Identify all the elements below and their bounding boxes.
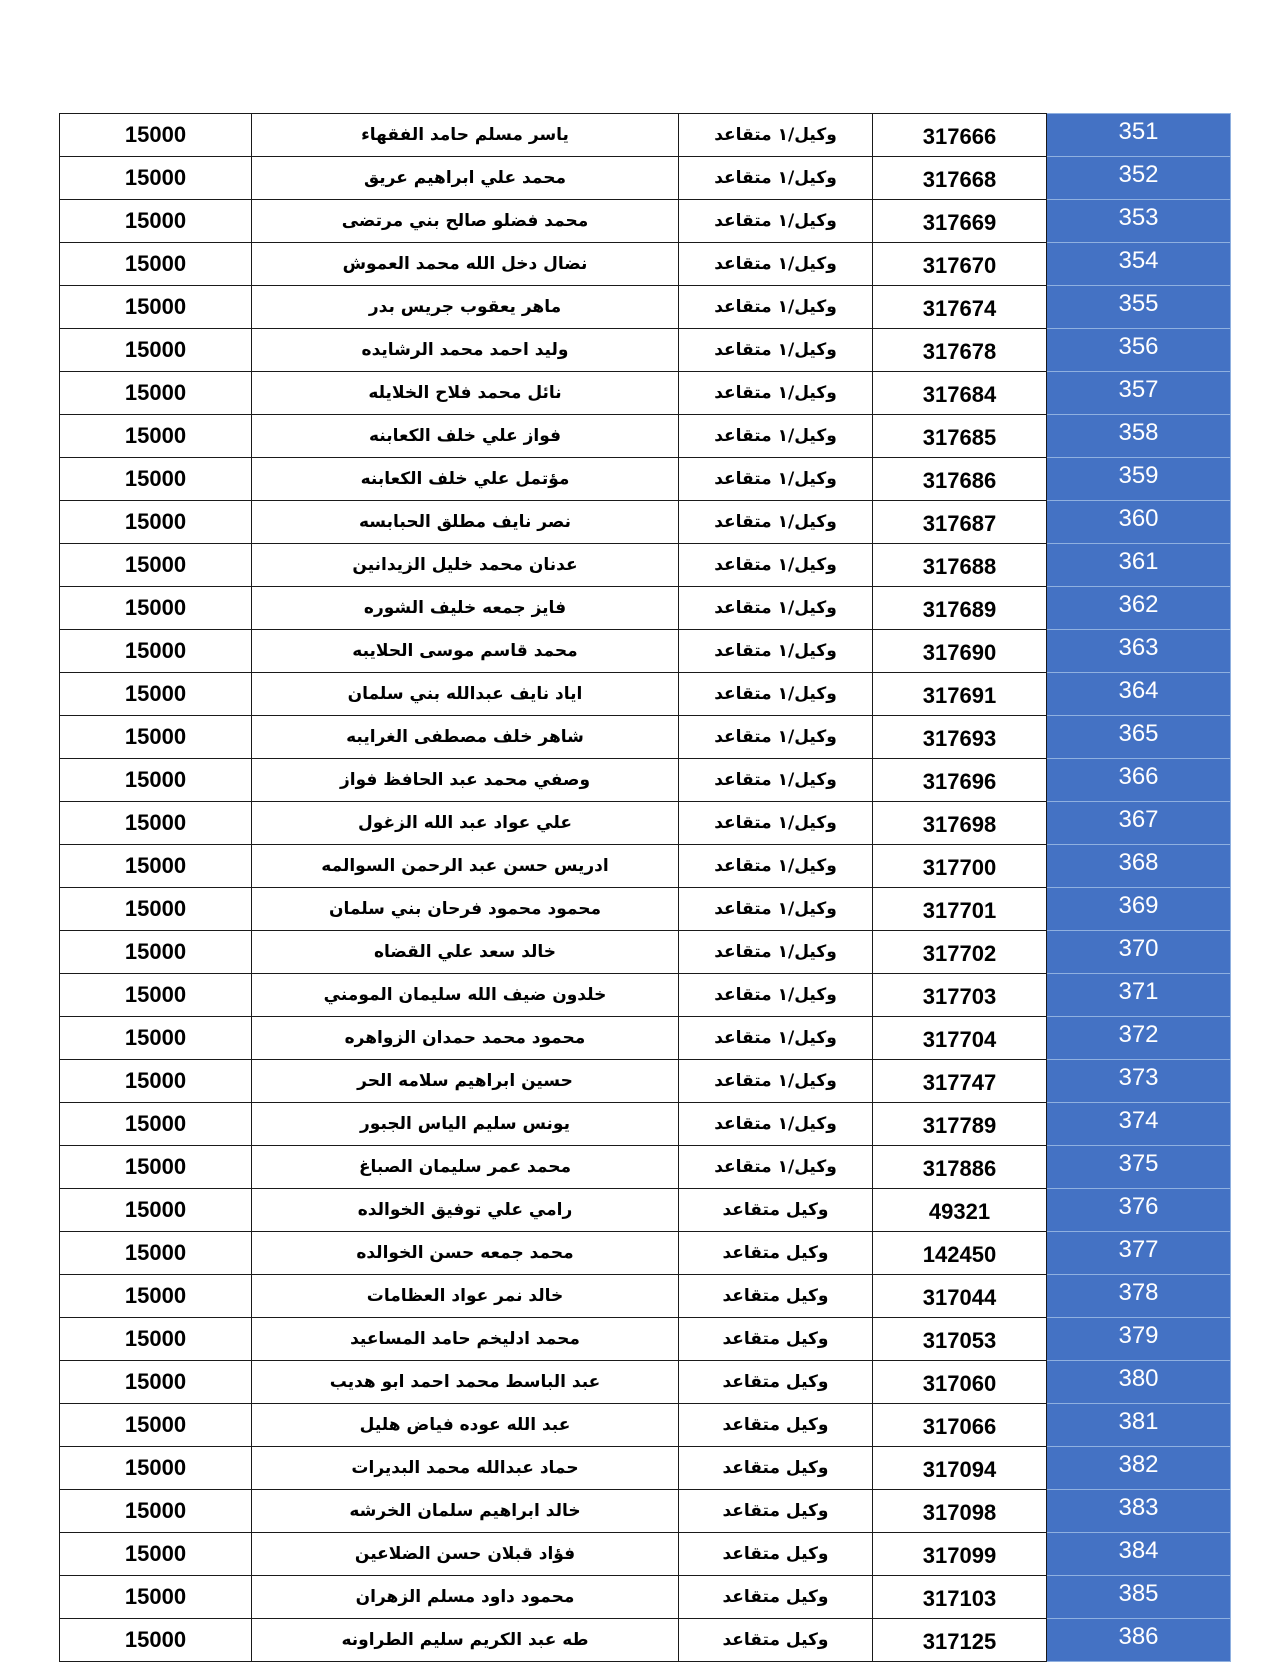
rank-cell: وكيل/١ متقاعد [679,415,873,458]
id-number-cell: 317103 [873,1576,1047,1619]
row-number-cell: 364 [1047,673,1231,716]
table-row [60,501,1231,544]
rank-cell: وكيل/١ متقاعد [679,630,873,673]
id-number-cell: 317696 [873,759,1047,802]
amount-cell: 15000 [60,888,252,931]
row-number-cell: 352 [1047,157,1231,200]
id-number-cell: 317886 [873,1146,1047,1189]
amount-cell: 15000 [60,458,252,501]
id-number-cell: 317060 [873,1361,1047,1404]
table-row [60,673,1231,716]
row-number-cell: 368 [1047,845,1231,888]
name-cell: مؤتمل علي خلف الكعابنه [252,458,679,501]
amount-cell: 15000 [60,1017,252,1060]
table-row [60,1490,1231,1533]
name-cell: ادريس حسن عبد الرحمن السوالمه [252,845,679,888]
table-row [60,1576,1231,1619]
row-number-cell: 361 [1047,544,1231,587]
table-row [60,802,1231,845]
amount-cell: 15000 [60,1232,252,1275]
id-number-cell: 317704 [873,1017,1047,1060]
row-number-cell: 355 [1047,286,1231,329]
rank-cell: وكيل متقاعد [679,1533,873,1576]
amount-cell: 15000 [60,931,252,974]
name-cell: عدنان محمد خليل الزيدانين [252,544,679,587]
table-row [60,1275,1231,1318]
table-row [60,1060,1231,1103]
table-row [60,1232,1231,1275]
id-number-cell: 317685 [873,415,1047,458]
name-cell: اياد نايف عبدالله بني سلمان [252,673,679,716]
row-number-cell: 369 [1047,888,1231,931]
rank-cell: وكيل/١ متقاعد [679,243,873,286]
rank-cell: وكيل/١ متقاعد [679,286,873,329]
id-number-cell: 317689 [873,587,1047,630]
row-number-cell: 359 [1047,458,1231,501]
records-table [59,113,1231,1662]
amount-cell: 15000 [60,243,252,286]
rank-cell: وكيل متقاعد [679,1361,873,1404]
id-number-cell: 317700 [873,845,1047,888]
name-cell: رامي علي توفيق الخوالده [252,1189,679,1232]
table-row [60,630,1231,673]
name-cell: وليد احمد محمد الرشايده [252,329,679,372]
rank-cell: وكيل متقاعد [679,1490,873,1533]
id-number-cell: 317686 [873,458,1047,501]
table-row [60,888,1231,931]
amount-cell: 15000 [60,372,252,415]
table-row [60,974,1231,1017]
row-number-cell: 381 [1047,1404,1231,1447]
rank-cell: وكيل/١ متقاعد [679,329,873,372]
row-number-cell: 372 [1047,1017,1231,1060]
rank-cell: وكيل/١ متقاعد [679,716,873,759]
id-number-cell: 317690 [873,630,1047,673]
amount-cell: 15000 [60,1533,252,1576]
name-cell: وصفي محمد عبد الحافظ فواز [252,759,679,802]
rank-cell: وكيل/١ متقاعد [679,1103,873,1146]
id-number-cell: 317678 [873,329,1047,372]
row-number-cell: 384 [1047,1533,1231,1576]
table-row [60,372,1231,415]
row-number-cell: 362 [1047,587,1231,630]
amount-cell: 15000 [60,415,252,458]
row-number-cell: 370 [1047,931,1231,974]
row-number-cell: 380 [1047,1361,1231,1404]
amount-cell: 15000 [60,157,252,200]
name-cell: ماهر يعقوب جريس بدر [252,286,679,329]
table-row [60,544,1231,587]
rank-cell: وكيل/١ متقاعد [679,759,873,802]
rank-cell: وكيل/١ متقاعد [679,931,873,974]
row-number-cell: 378 [1047,1275,1231,1318]
name-cell: خالد سعد علي القضاه [252,931,679,974]
row-number-cell: 353 [1047,200,1231,243]
name-cell: عبد الباسط محمد احمد ابو هديب [252,1361,679,1404]
id-number-cell: 317094 [873,1447,1047,1490]
name-cell: محمد عمر سليمان الصباغ [252,1146,679,1189]
rank-cell: وكيل متقاعد [679,1576,873,1619]
table-row [60,845,1231,888]
amount-cell: 15000 [60,1447,252,1490]
amount-cell: 15000 [60,587,252,630]
row-number-cell: 386 [1047,1619,1231,1662]
id-number-cell: 317668 [873,157,1047,200]
table-row [60,329,1231,372]
amount-cell: 15000 [60,329,252,372]
row-number-cell: 371 [1047,974,1231,1017]
id-number-cell: 317044 [873,1275,1047,1318]
id-number-cell: 317703 [873,974,1047,1017]
amount-cell: 15000 [60,630,252,673]
rank-cell: وكيل/١ متقاعد [679,544,873,587]
row-number-cell: 358 [1047,415,1231,458]
amount-cell: 15000 [60,1146,252,1189]
row-number-cell: 366 [1047,759,1231,802]
rank-cell: وكيل متقاعد [679,1619,873,1662]
name-cell: محمد علي ابراهيم عريق [252,157,679,200]
id-number-cell: 317702 [873,931,1047,974]
rank-cell: وكيل متقاعد [679,1447,873,1490]
name-cell: محمود محمود فرحان بني سلمان [252,888,679,931]
id-number-cell: 317693 [873,716,1047,759]
name-cell: فايز جمعه خليف الشوره [252,587,679,630]
rank-cell: وكيل/١ متقاعد [679,888,873,931]
table-row [60,415,1231,458]
name-cell: محمود محمد حمدان الزواهره [252,1017,679,1060]
id-number-cell: 317053 [873,1318,1047,1361]
amount-cell: 15000 [60,716,252,759]
rank-cell: وكيل/١ متقاعد [679,587,873,630]
amount-cell: 15000 [60,1060,252,1103]
name-cell: محمود داود مسلم الزهران [252,1576,679,1619]
table-row [60,1017,1231,1060]
rank-cell: وكيل متقاعد [679,1189,873,1232]
row-number-cell: 354 [1047,243,1231,286]
table-row [60,1146,1231,1189]
name-cell: شاهر خلف مصطفى الغرايبه [252,716,679,759]
id-number-cell: 317099 [873,1533,1047,1576]
amount-cell: 15000 [60,501,252,544]
table-row [60,458,1231,501]
table-row [60,114,1231,157]
row-number-cell: 383 [1047,1490,1231,1533]
row-number-cell: 376 [1047,1189,1231,1232]
id-number-cell: 49321 [873,1189,1047,1232]
amount-cell: 15000 [60,845,252,888]
rank-cell: وكيل/١ متقاعد [679,372,873,415]
id-number-cell: 317789 [873,1103,1047,1146]
name-cell: خالد نمر عواد العظامات [252,1275,679,1318]
table-row [60,587,1231,630]
table-row [60,1361,1231,1404]
id-number-cell: 317125 [873,1619,1047,1662]
name-cell: محمد جمعه حسن الخوالده [252,1232,679,1275]
name-cell: فواز علي خلف الكعابنه [252,415,679,458]
name-cell: عبد الله عوده فياض هليل [252,1404,679,1447]
name-cell: علي عواد عبد الله الزغول [252,802,679,845]
amount-cell: 15000 [60,1361,252,1404]
row-number-cell: 367 [1047,802,1231,845]
name-cell: حماد عبدالله محمد البديرات [252,1447,679,1490]
table-row [60,157,1231,200]
amount-cell: 15000 [60,974,252,1017]
table-row [60,931,1231,974]
row-number-cell: 363 [1047,630,1231,673]
table-row [60,1404,1231,1447]
row-number-cell: 351 [1047,114,1231,157]
id-number-cell: 317688 [873,544,1047,587]
row-number-cell: 365 [1047,716,1231,759]
row-number-cell: 360 [1047,501,1231,544]
name-cell: محمد ادليخم حامد المساعيد [252,1318,679,1361]
records-table-body [60,114,1231,1662]
id-number-cell: 317066 [873,1404,1047,1447]
id-number-cell: 317701 [873,888,1047,931]
amount-cell: 15000 [60,1189,252,1232]
name-cell: حسين ابراهيم سلامه الحر [252,1060,679,1103]
rank-cell: وكيل/١ متقاعد [679,458,873,501]
amount-cell: 15000 [60,544,252,587]
rank-cell: وكيل/١ متقاعد [679,802,873,845]
row-number-cell: 377 [1047,1232,1231,1275]
name-cell: يونس سليم الياس الجبور [252,1103,679,1146]
row-number-cell: 379 [1047,1318,1231,1361]
rank-cell: وكيل متقاعد [679,1275,873,1318]
row-number-cell: 375 [1047,1146,1231,1189]
rank-cell: وكيل/١ متقاعد [679,845,873,888]
amount-cell: 15000 [60,200,252,243]
table-row [60,716,1231,759]
amount-cell: 15000 [60,114,252,157]
name-cell: محمد فضلو صالح بني مرتضى [252,200,679,243]
amount-cell: 15000 [60,1275,252,1318]
rank-cell: وكيل/١ متقاعد [679,673,873,716]
rank-cell: وكيل/١ متقاعد [679,157,873,200]
name-cell: طه عبد الكريم سليم الطراونه [252,1619,679,1662]
rank-cell: وكيل/١ متقاعد [679,114,873,157]
table-row [60,1318,1231,1361]
rank-cell: وكيل/١ متقاعد [679,974,873,1017]
id-number-cell: 317669 [873,200,1047,243]
id-number-cell: 317666 [873,114,1047,157]
table-row [60,1619,1231,1662]
id-number-cell: 317747 [873,1060,1047,1103]
row-number-cell: 382 [1047,1447,1231,1490]
name-cell: خالد ابراهيم سلمان الخرشه [252,1490,679,1533]
table-row [60,286,1231,329]
rank-cell: وكيل متقاعد [679,1404,873,1447]
table-row [60,1533,1231,1576]
amount-cell: 15000 [60,1103,252,1146]
name-cell: خلدون ضيف الله سليمان المومني [252,974,679,1017]
name-cell: نضال دخل الله محمد العموش [252,243,679,286]
amount-cell: 15000 [60,673,252,716]
table-row [60,1103,1231,1146]
amount-cell: 15000 [60,1576,252,1619]
row-number-cell: 357 [1047,372,1231,415]
rank-cell: وكيل/١ متقاعد [679,200,873,243]
table-row [60,243,1231,286]
row-number-cell: 373 [1047,1060,1231,1103]
amount-cell: 15000 [60,1404,252,1447]
id-number-cell: 317674 [873,286,1047,329]
table-row [60,759,1231,802]
name-cell: ياسر مسلم حامد الفقهاء [252,114,679,157]
rank-cell: وكيل متقاعد [679,1318,873,1361]
id-number-cell: 317698 [873,802,1047,845]
id-number-cell: 317670 [873,243,1047,286]
table-row [60,200,1231,243]
name-cell: فؤاد قبلان حسن الضلاعين [252,1533,679,1576]
rank-cell: وكيل/١ متقاعد [679,501,873,544]
table-row [60,1189,1231,1232]
id-number-cell: 142450 [873,1232,1047,1275]
amount-cell: 15000 [60,1318,252,1361]
rank-cell: وكيل متقاعد [679,1232,873,1275]
row-number-cell: 356 [1047,329,1231,372]
rank-cell: وكيل/١ متقاعد [679,1060,873,1103]
amount-cell: 15000 [60,1619,252,1662]
rank-cell: وكيل/١ متقاعد [679,1017,873,1060]
amount-cell: 15000 [60,1490,252,1533]
amount-cell: 15000 [60,759,252,802]
amount-cell: 15000 [60,286,252,329]
amount-cell: 15000 [60,802,252,845]
id-number-cell: 317687 [873,501,1047,544]
id-number-cell: 317691 [873,673,1047,716]
id-number-cell: 317098 [873,1490,1047,1533]
row-number-cell: 385 [1047,1576,1231,1619]
row-number-cell: 374 [1047,1103,1231,1146]
name-cell: نصر نايف مطلق الحبابسه [252,501,679,544]
rank-cell: وكيل/١ متقاعد [679,1146,873,1189]
table-row [60,1447,1231,1490]
id-number-cell: 317684 [873,372,1047,415]
name-cell: نائل محمد فلاح الخلايله [252,372,679,415]
name-cell: محمد قاسم موسى الحلايبه [252,630,679,673]
